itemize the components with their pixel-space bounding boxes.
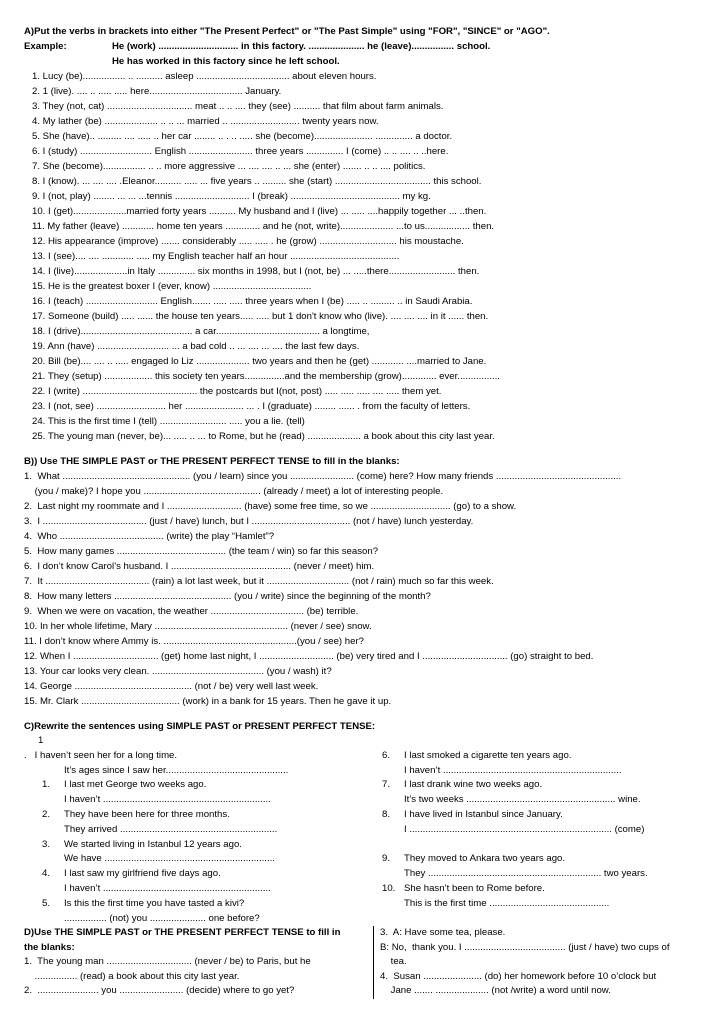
list-item: 7. It ....................................... (rain) a lot last week, but it ............................... (not / rain) much so far this week.: [24, 576, 494, 587]
section-d-title-cont: the blanks:: [24, 941, 75, 953]
list-item: tea.: [380, 956, 407, 968]
item-number: 4.: [42, 868, 51, 880]
list-item: 2. Last night my roommate and I ............................ (have) some free time, so we .............................. (go) to a show.: [24, 501, 517, 512]
item-answer: I haven’t ...............................................................: [64, 794, 271, 806]
list-item: Jane ....... .................... (not /write) a word until now.: [380, 985, 611, 997]
section-b-title: B)) Use THE SIMPLE PAST or THE PRESENT PERFECT TENSE to fill in the blanks:: [24, 456, 400, 467]
list-item: 8. How many letters ............................................ (you / write) since the beginning of the month?: [24, 591, 431, 602]
list-item: ................ (read) a book about this city last year.: [24, 970, 240, 982]
section-c-title: C)Rewrite the sentences using SIMPLE PAST or PRESENT PERFECT TENSE:: [24, 721, 376, 732]
list-item: 4. Who ....................................... (write) the play “Hamlet”?: [24, 531, 275, 542]
example-answer: He has worked in this factory since he left school.: [112, 56, 340, 67]
section-a-title: A)Put the verbs in brackets into either "The Present Perfect" or "The Past Simple" using "FOR", "SINCE" or "AGO".: [24, 26, 550, 37]
item-answer: They arrived ...........................................................: [64, 823, 278, 835]
section-c: [24, 719, 704, 926]
list-item: 3. A: Have some tea, please.: [380, 927, 506, 939]
list-item: 14. George ............................................ (not / be) very well last week.: [24, 681, 319, 692]
list-item: 4. Susan ...................... (do) her homework before 10 o’clock but: [380, 970, 657, 982]
item-number: 9.: [382, 853, 391, 865]
list-item: 25. The young man (never, be)... ..... .. ... to Rome, but he (read) .................... a book about this city last year.: [32, 431, 495, 442]
list-item: 13. I (see).... .... ............ ..... my English teacher half an hour .........................................: [32, 251, 400, 262]
list-item: 6. I (study) ........................... English ........................ three years .............. I (come) .. .. .... .. ..here.: [32, 146, 449, 157]
item-answer: They ................................................................. two years.: [404, 868, 648, 880]
list-item: 23. I (not, see) .......................... her ...................... ... . I (graduate) ........ ...... . from the faculty of letters.: [32, 401, 471, 412]
list-item: 22. I (write) ........................................... the postcards but I(not, post) ..... ..... ..... .... ..... them yet.: [32, 386, 442, 397]
list-item: 13. Your car looks very clean. .......................................... (you / wash) it?: [24, 666, 332, 677]
list-item: 5. How many games ......................................... (the team / win) so far this season?: [24, 546, 379, 557]
example-label: Example:: [24, 41, 67, 52]
list-item: 21. They (setup) .................. this society ten years...............and the membership (grow)............. ever................: [32, 371, 500, 382]
list-item: 10. I (get)....................married forty years .......... My husband and I (live) ... ..... ....happily together ... ..then.: [32, 206, 487, 217]
list-item: 10. In her whole lifetime, Mary .................................................. (never / see) snow.: [24, 621, 372, 632]
item-number: 5.: [42, 897, 51, 909]
item-number: 2.: [42, 808, 51, 820]
list-item: 16. I (teach) ........................... English....... ..... ..... three years when I (be) ..... .. ......... .. in Saudi Arabia.: [32, 296, 473, 307]
item-number: .: [24, 749, 27, 761]
list-item: 17. Someone (build) ..... ...... the house ten years..... ..... but 1 don't know who (live). .... .... .... in it ...... then.: [32, 311, 489, 322]
list-item: 7. She (become)................ .. .. more aggressive ... .... .... .. ... she (enter) ....... .. .. .... politics.: [32, 161, 426, 172]
item-prompt: She hasn’t been to Rome before.: [404, 882, 545, 894]
list-item: 1. What ................................................ (you / learn) since you ........................ (come) here? How many friends ...............................................: [24, 471, 622, 482]
item-answer: We have ................................................................: [64, 853, 275, 865]
list-item: 9. When we were on vacation, the weather ................................... (be) terrible.: [24, 606, 359, 617]
section-b-list: [24, 469, 704, 709]
list-item: 8. I (know). ... .... .... .Eleanor.......... ..... ... five years .. ......... she (start) .................................... this school.: [32, 176, 482, 187]
item-answer: I haven’t ...................................................................: [404, 764, 622, 776]
list-item: 12. His appearance (improve) ....... considerably ..... ..... . he (grow) ............................. his moustache.: [32, 236, 464, 247]
list-item: 11. I don’t know where Ammy is. ..................................................(you / see) her?: [24, 636, 364, 647]
list-item: 3. I ....................................... (just / have) lunch, but I ..................................... (not / have) lunch yesterday.: [24, 516, 474, 527]
item-prompt: I last drank wine two weeks ago.: [404, 779, 543, 791]
item-answer: I ............................................................................ (come): [404, 823, 645, 835]
list-item: 1. The young man ................................ (never / be) to Paris, but he: [24, 956, 311, 968]
item-prompt: Is this the first time you have tasted a kivi?: [64, 897, 245, 909]
example-row: [24, 39, 704, 54]
item-answer: This is the first time .............................................: [404, 897, 610, 909]
item-number: 1.: [42, 779, 51, 791]
section-d: [24, 926, 704, 999]
list-item: B: No, thank you. I ...................................... (just / have) two cups of: [380, 941, 670, 953]
list-item: 11. My father (leave) ............ home ten years ............. and he (not, write).................... ...to us................. then.: [32, 221, 495, 232]
item-answer: It’s two weeks ........................................................ wine.: [404, 794, 641, 806]
item-prompt: I last met George two weeks ago.: [64, 779, 207, 791]
item-prompt: I last smoked a cigarette ten years ago.: [404, 749, 572, 761]
item-number: 8.: [382, 808, 391, 820]
item-number: 3.: [42, 838, 51, 850]
list-item: 12. When I ................................ (get) home last night, I ............................ (be) very tired and I ................................ (go) straight to bed.: [24, 651, 594, 662]
list-item: 15. Mr. Clark ..................................... (work) in a bank for 15 years. Then he gave it up.: [24, 696, 392, 707]
list-item: 6. I don’t know Carol’s husband. I ............................................. (never / meet) him.: [24, 561, 375, 572]
section-d-left: [24, 926, 374, 999]
section-d-right: [374, 926, 704, 999]
list-item: 19. Ann (have) ........................... ... a bad cold .. ... .... ... .... the last few days.: [32, 341, 360, 352]
list-item: 24. This is the first time I (tell) ......................... ..... you a lie. (tell): [32, 416, 305, 427]
item-answer: It’s ages since I saw her..............................................: [64, 764, 289, 776]
list-item: 2. ....................... you ........................ (decide) where to go yet?: [24, 985, 295, 997]
item-prompt: I last saw my girlfriend five days ago.: [64, 868, 221, 880]
item-prompt: We started living in Istanbul 12 years ago.: [64, 838, 242, 850]
list-item: 1. Lucy (be)................ .. .......... asleep ................................... about eleven hours.: [32, 71, 377, 82]
item-number: 7.: [382, 779, 391, 791]
item-prompt: They moved to Ankara two years ago.: [404, 853, 566, 865]
section-c-right: [364, 749, 704, 927]
section-c-left: [24, 749, 364, 927]
item-prompt: I haven’t seen her for a long time.: [34, 749, 178, 761]
list-item: 3. They (not, cat) ................................ meat .. .. .... they (see) .......... that film about farm animals.: [32, 101, 444, 112]
section-c-columns: [24, 749, 704, 927]
list-item: 2. 1 (live). .... .. ..... ..... here................................... January.: [32, 86, 282, 97]
worksheet-page: [24, 24, 704, 999]
list-item: 15. He is the greatest boxer I (ever, know) .....................................: [32, 281, 312, 292]
list-item: 18. I (drive).......................................... a car....................................... a longtime,: [32, 326, 370, 337]
section-a: [24, 24, 704, 444]
example-answer-row: [24, 54, 704, 69]
item-answer: ................ (not) you ..................... one before?: [64, 912, 260, 924]
list-item: 5. She (have).. ......... .... ..... .. her car ........ .. . .. ..... she (become)...................... .............. a doctor.: [32, 131, 453, 142]
list-item: (you / make)? I hope you ............................................ (already / meet) a lot of interesting people.: [24, 486, 444, 497]
example-sentence: He (work) .............................. in this factory. ..................... he (leave)................ school.: [112, 41, 491, 52]
item-prompt: I have lived in Istanbul since January.: [404, 808, 563, 820]
item-number: 10.: [382, 882, 396, 894]
item-prompt: They have been here for three months.: [64, 808, 230, 820]
section-b: [24, 454, 704, 709]
list-item: 4. My lather (be) .................... .. .. ... married .. .......................... twenty years now.: [32, 116, 379, 127]
list-item: 20. Bill (be).... .... .. ..... engaged lo Liz .................... two years and then he (get) ............ ....married to Jane.: [32, 356, 487, 367]
list-item: 9. I (not, play) ........ ... ... ...tennis ............................ I (break) ......................................... my kg.: [32, 191, 431, 202]
item-answer: I haven’t ...............................................................: [64, 882, 271, 894]
list-item: 14. I (live)....................in Italy .............. six months in 1998, but I (not, be) ... .....there......................... then.: [32, 266, 480, 277]
section-c-number: 1: [38, 735, 44, 746]
section-a-list: [24, 69, 704, 444]
section-d-title: D)Use THE SIMPLE PAST or THE PRESENT PERFECT TENSE to fill in: [24, 927, 341, 939]
item-number: 6.: [382, 749, 391, 761]
